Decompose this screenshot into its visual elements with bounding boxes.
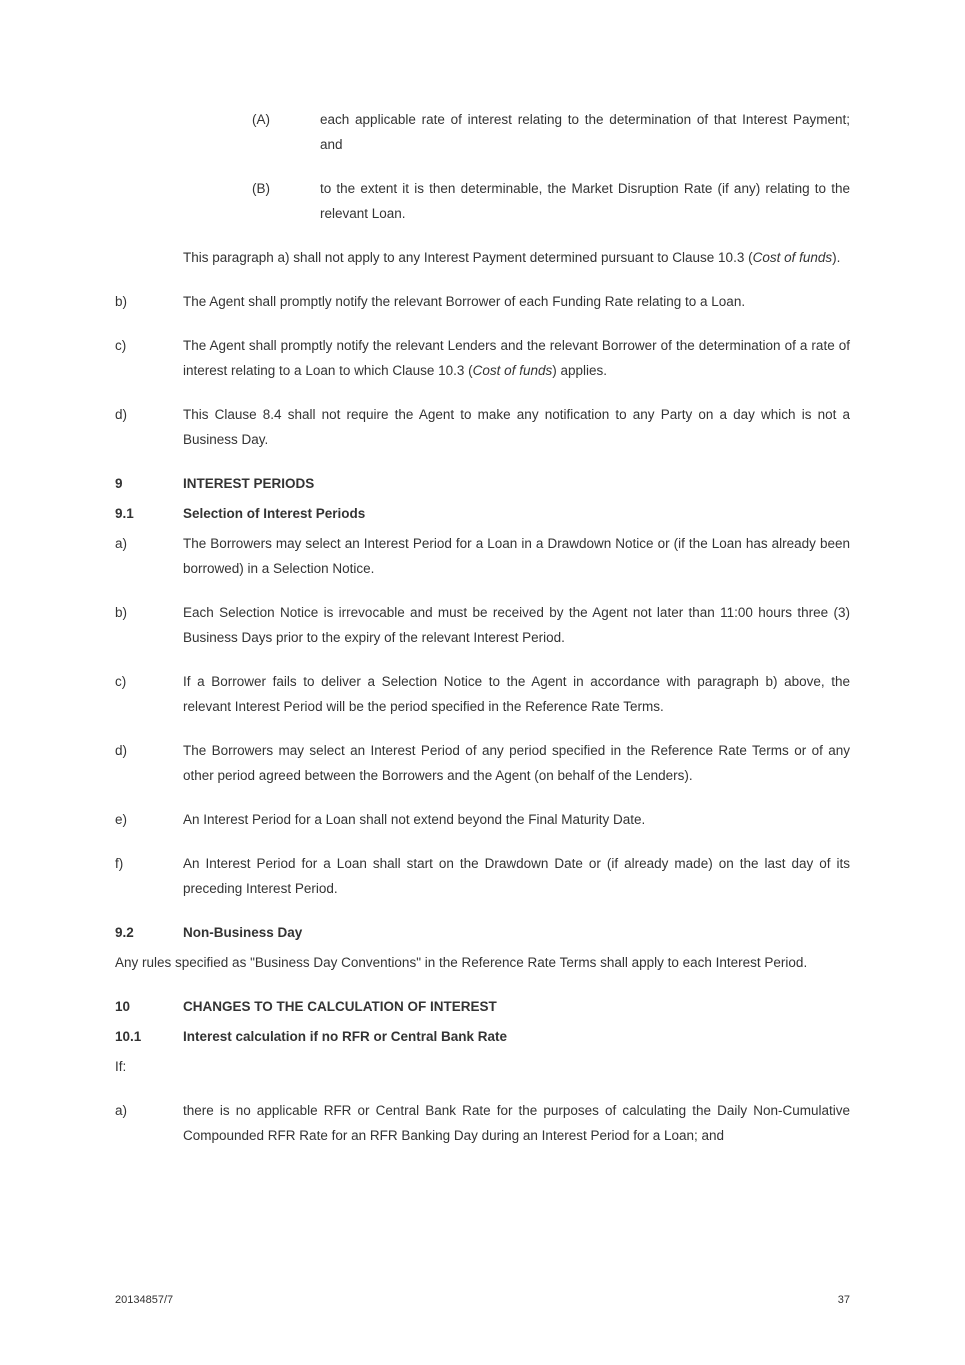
clause-item-d: [115, 738, 850, 788]
clause-label: a): [115, 1103, 128, 1118]
paragraph-cost-of-funds: [183, 245, 850, 270]
paragraph-text: ).: [832, 250, 841, 265]
clause-item-f: [115, 851, 850, 901]
subclause-label: (A): [252, 112, 270, 127]
clause-text: The Agent shall promptly notify the relevant Borrower of each Funding Rate relating to a Loan.: [183, 294, 746, 309]
subclause-text: each applicable rate of interest relating to the determination of that Interest Payment; and: [320, 112, 850, 152]
clause-label: b): [115, 605, 128, 620]
paragraph-if: If:: [115, 1059, 127, 1074]
clause-text: there is no applicable RFR or Central Bank Rate for the purposes of calculating the Daily Non-Cumulative Compounded RFR Rate for an RFR Banking Day during an Interest Period for a Loan; and: [183, 1103, 850, 1143]
clause-label: a): [115, 536, 128, 551]
clause-text-italic: Cost of funds: [472, 363, 553, 378]
paragraph-business-day-conventions: Any rules specified as "Business Day Conventions" in the Reference Rate Terms shall apply to each Interest Period.: [115, 955, 808, 970]
section-number: 10: [115, 999, 131, 1014]
clause-text: If a Borrower fails to deliver a Selection Notice to the Agent in accordance with paragraph b) above, the relevant Interest Period will be the period specified in the Reference Rate Terms.: [183, 674, 850, 714]
clause-item-c: [115, 669, 850, 719]
subclause-label: (B): [252, 181, 270, 196]
clause-label: c): [115, 674, 127, 689]
clause-text: An Interest Period for a Loan shall start on the Drawdown Date or (if already made) on the last day of its preceding Interest Period.: [183, 856, 850, 896]
section-heading-10-1: [115, 1024, 850, 1049]
clause-text: [183, 333, 850, 383]
page-footer: [115, 1293, 850, 1307]
document-reference: 20134857/7: [115, 1294, 174, 1306]
paragraph-text: This paragraph a) shall not apply to any Interest Payment determined pursuant to Clause 10.3 (: [183, 250, 753, 265]
clause-text-part: The Agent shall promptly notify the relevant Lenders and the relevant Borrower of the determination of a rate of interest relating to a Loan to which Clause 10.3 (: [183, 338, 850, 378]
clause-item-a: [115, 531, 850, 581]
subclause-item-B: [252, 176, 850, 226]
section-heading-10: [115, 994, 850, 1019]
subclause-text: to the extent it is then determinable, the Market Disruption Rate (if any) relating to the relevant Loan.: [320, 181, 850, 221]
clause-text: Each Selection Notice is irrevocable and must be received by the Agent not later than 11:00 hours three (3) Business Days prior to the expiry of the relevant Interest Period.: [183, 605, 850, 645]
clause-label: f): [115, 856, 124, 871]
section-number: 9.2: [115, 925, 134, 940]
clause-item-b: [115, 289, 850, 314]
section-title: INTEREST PERIODS: [183, 476, 315, 491]
clause-text-part: ) applies.: [552, 363, 607, 378]
clause-label: d): [115, 407, 128, 422]
clause-text: This Clause 8.4 shall not require the Agent to make any notification to any Party on a day which is not a Business Day.: [183, 407, 850, 447]
section-title: Non-Business Day: [183, 925, 303, 940]
clause-text: The Borrowers may select an Interest Period for a Loan in a Drawdown Notice or (if the Loan has already been borrowed) in a Selection Notice.: [183, 536, 850, 576]
section-number: 9: [115, 476, 123, 491]
clause-item-b: [115, 600, 850, 650]
clause-label: c): [115, 338, 127, 353]
section-heading-9-1: [115, 501, 850, 526]
clause-label: b): [115, 294, 128, 309]
section-title: CHANGES TO THE CALCULATION OF INTEREST: [183, 999, 497, 1014]
page-number: 37: [837, 1294, 850, 1306]
clause-item-e: [115, 807, 850, 832]
clause-text: An Interest Period for a Loan shall not extend beyond the Final Maturity Date.: [183, 812, 646, 827]
section-number: 10.1: [115, 1029, 142, 1044]
subclause-item-A: [252, 107, 850, 157]
clause-item-c: [115, 333, 850, 383]
section-title: Interest calculation if no RFR or Central Bank Rate: [183, 1029, 508, 1044]
section-number: 9.1: [115, 506, 134, 521]
section-title: Selection of Interest Periods: [183, 506, 366, 521]
clause-label: e): [115, 812, 128, 827]
section-heading-9: [115, 471, 850, 496]
paragraph-text-italic: Cost of funds: [752, 250, 833, 265]
clause-item-a-rfr: [115, 1098, 850, 1148]
clause-item-d: [115, 402, 850, 452]
clause-label: d): [115, 743, 128, 758]
clause-text: The Borrowers may select an Interest Period of any period specified in the Reference Rate Terms or of any other period agreed between the Borrowers and the Agent (on behalf of the Lenders).: [183, 743, 850, 783]
section-heading-9-2: [115, 920, 850, 945]
